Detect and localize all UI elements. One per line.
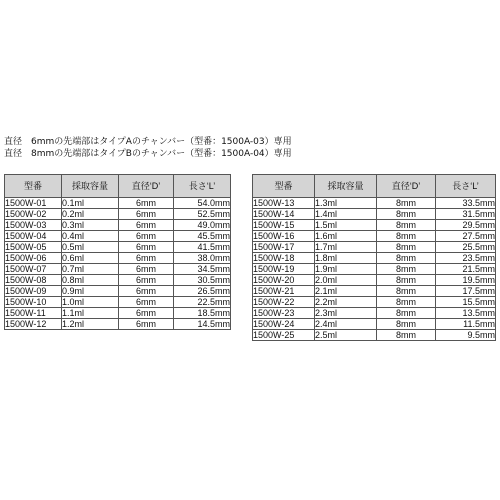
note-line: 直径 8mmの先端部はタイプBのチャンバー（型番：1500A-04）専用 [4,149,292,159]
cell-length: 41.5mm [174,242,231,253]
cell-length: 52.5mm [174,209,231,220]
col-header-length: 長さ‘L’ [436,175,496,198]
cell-model: 1500W-09 [5,286,62,297]
table-row [253,198,496,209]
cell-diameter: 8mm [377,319,436,330]
cell-diameter: 8mm [377,264,436,275]
cell-volume: 2.4ml [315,319,377,330]
cell-model: 1500W-11 [5,308,62,319]
cell-volume: 2.1ml [315,286,377,297]
cell-model: 1500W-12 [5,319,62,330]
col-header-diameter: 直径‘D’ [119,175,174,198]
cell-model: 1500W-08 [5,275,62,286]
table-row [253,297,496,308]
cell-diameter: 8mm [377,253,436,264]
cell-length: 14.5mm [174,319,231,330]
table-row [5,220,231,231]
cell-diameter: 6mm [119,286,174,297]
table-row [5,275,231,286]
cell-length: 23.5mm [436,253,496,264]
cell-diameter: 6mm [119,275,174,286]
table-row [5,242,231,253]
cell-length: 13.5mm [436,308,496,319]
cell-model: 1500W-04 [5,231,62,242]
col-header-model: 型番 [5,175,62,198]
cell-volume: 1.8ml [315,253,377,264]
cell-diameter: 8mm [377,308,436,319]
note-line: 直径 6mmの先端部はタイプAのチャンバー（型番：1500A-03）専用 [4,137,292,147]
cell-volume: 0.3ml [62,220,119,231]
cell-volume: 1.0ml [62,297,119,308]
table-row [5,308,231,319]
cell-volume: 0.9ml [62,286,119,297]
cell-length: 17.5mm [436,286,496,297]
cell-diameter: 8mm [377,242,436,253]
cell-diameter: 6mm [119,220,174,231]
cell-length: 27.5mm [436,231,496,242]
col-header-volume: 採取容量 [62,175,119,198]
col-header-volume: 採取容量 [315,175,377,198]
table-row [253,220,496,231]
cell-model: 1500W-01 [5,198,62,209]
cell-model: 1500W-22 [253,297,315,308]
cell-model: 1500W-07 [5,264,62,275]
table-header-row [5,175,231,198]
cell-volume: 0.5ml [62,242,119,253]
notes [4,136,292,160]
cell-length: 38.0mm [174,253,231,264]
cell-diameter: 6mm [119,242,174,253]
cell-length: 26.5mm [174,286,231,297]
cell-model: 1500W-10 [5,297,62,308]
cell-volume: 0.1ml [62,198,119,209]
table-body [253,198,496,341]
cell-diameter: 6mm [119,264,174,275]
cell-volume: 1.3ml [315,198,377,209]
table-row [253,286,496,297]
cell-volume: 1.2ml [62,319,119,330]
table-row [5,231,231,242]
table-row [253,242,496,253]
cell-diameter: 6mm [119,198,174,209]
cell-length: 22.5mm [174,297,231,308]
cell-model: 1500W-23 [253,308,315,319]
table-row [253,330,496,341]
cell-length: 31.5mm [436,209,496,220]
cell-volume: 1.5ml [315,220,377,231]
cell-model: 1500W-16 [253,231,315,242]
cell-volume: 1.7ml [315,242,377,253]
cell-diameter: 6mm [119,319,174,330]
cell-diameter: 8mm [377,286,436,297]
table-row [5,264,231,275]
col-header-diameter: 直径‘D’ [377,175,436,198]
table-row [253,231,496,242]
cell-volume: 0.8ml [62,275,119,286]
cell-length: 25.5mm [436,242,496,253]
table-body [5,198,231,330]
table-row [5,297,231,308]
cell-model: 1500W-24 [253,319,315,330]
cell-volume: 2.3ml [315,308,377,319]
cell-diameter: 8mm [377,209,436,220]
cell-model: 1500W-02 [5,209,62,220]
cell-length: 49.0mm [174,220,231,231]
col-header-model: 型番 [253,175,315,198]
cell-diameter: 8mm [377,297,436,308]
spec-table-right [252,174,496,341]
table-row [5,286,231,297]
cell-model: 1500W-05 [5,242,62,253]
cell-model: 1500W-21 [253,286,315,297]
cell-volume: 1.4ml [315,209,377,220]
cell-diameter: 6mm [119,253,174,264]
cell-volume: 0.4ml [62,231,119,242]
cell-length: 54.0mm [174,198,231,209]
cell-length: 21.5mm [436,264,496,275]
cell-model: 1500W-20 [253,275,315,286]
cell-volume: 2.2ml [315,297,377,308]
cell-diameter: 8mm [377,231,436,242]
spec-table-left [4,174,231,330]
table-row [5,198,231,209]
cell-length: 15.5mm [436,297,496,308]
cell-diameter: 8mm [377,275,436,286]
cell-length: 34.5mm [174,264,231,275]
cell-diameter: 6mm [119,209,174,220]
cell-volume: 2.0ml [315,275,377,286]
cell-length: 45.5mm [174,231,231,242]
cell-model: 1500W-17 [253,242,315,253]
table-row [253,209,496,220]
cell-model: 1500W-13 [253,198,315,209]
table-row [253,253,496,264]
cell-length: 18.5mm [174,308,231,319]
cell-volume: 2.5ml [315,330,377,341]
cell-diameter: 6mm [119,308,174,319]
cell-model: 1500W-06 [5,253,62,264]
cell-volume: 1.1ml [62,308,119,319]
cell-length: 29.5mm [436,220,496,231]
cell-length: 19.5mm [436,275,496,286]
cell-volume: 0.7ml [62,264,119,275]
cell-model: 1500W-15 [253,220,315,231]
cell-length: 9.5mm [436,330,496,341]
cell-volume: 1.9ml [315,264,377,275]
cell-volume: 0.6ml [62,253,119,264]
cell-diameter: 6mm [119,297,174,308]
cell-length: 11.5mm [436,319,496,330]
cell-model: 1500W-25 [253,330,315,341]
table-header-row [253,175,496,198]
table-row [5,319,231,330]
table-row [253,264,496,275]
table-row [253,308,496,319]
cell-diameter: 8mm [377,198,436,209]
cell-diameter: 6mm [119,231,174,242]
col-header-length: 長さ‘L’ [174,175,231,198]
cell-length: 33.5mm [436,198,496,209]
cell-diameter: 8mm [377,220,436,231]
cell-model: 1500W-18 [253,253,315,264]
cell-model: 1500W-14 [253,209,315,220]
cell-diameter: 8mm [377,330,436,341]
table-row [253,275,496,286]
cell-model: 1500W-03 [5,220,62,231]
cell-volume: 0.2ml [62,209,119,220]
table-row [5,209,231,220]
cell-model: 1500W-19 [253,264,315,275]
cell-volume: 1.6ml [315,231,377,242]
table-row [253,319,496,330]
cell-length: 30.5mm [174,275,231,286]
table-row [5,253,231,264]
